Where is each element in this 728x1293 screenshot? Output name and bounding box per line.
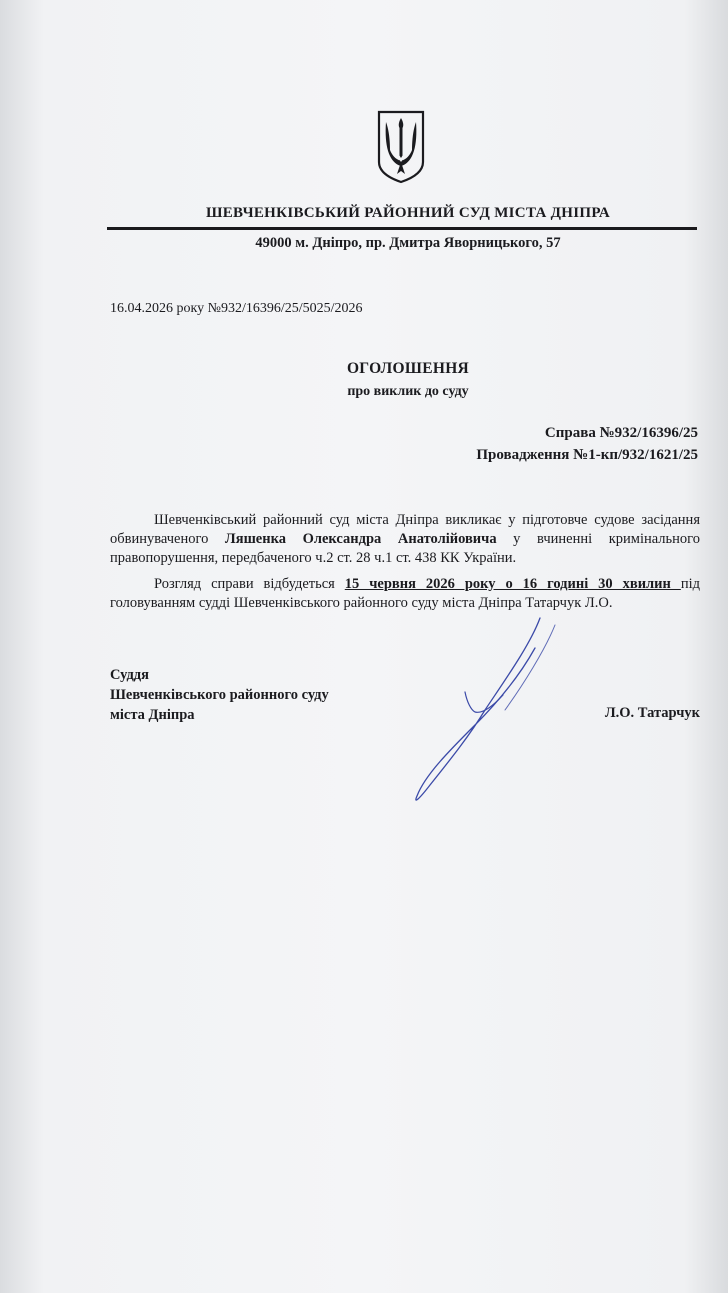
court-name: ШЕВЧЕНКІВСЬКИЙ РАЙОННИЙ СУД МІСТА ДНІПРА (205, 205, 611, 221)
hearing-text-end: під головуванням судді Шевченківського районного суду міста Дніпра Татарчук Л.О. (110, 576, 701, 611)
hearing-text-start: Розгляд справи відбудеться (154, 576, 345, 592)
header-divider (107, 227, 697, 230)
summons-text-end: у вчиненні кримінального правопорушення, передбаченого ч.2 ст. 28 ч.1 ст. 438 КК України. (110, 531, 700, 566)
judge-court: Шевченківського районного суду (110, 687, 329, 703)
judge-label: Суддя (110, 667, 149, 683)
proceeding-number: Провадження №1-кп/932/1621/25 (476, 447, 698, 463)
hearing-datetime: 15 червня 2026 року о 16 годині 30 хвилин (344, 576, 681, 592)
notice-subtitle: про виклик до суду (347, 384, 469, 399)
summons-text-start: Шевченківський районний суд міста Дніпра викликає у підготовче судове засідання обвинуваченого (110, 512, 700, 547)
trident-coat-of-arms-icon (377, 110, 425, 184)
handwritten-signature (405, 600, 565, 810)
judge-title-block (110, 665, 329, 725)
judge-city: міста Дніпра (110, 707, 195, 723)
accused-name: Ляшенка Олександра Анатолійовича (224, 531, 497, 547)
judge-name: Л.О. Татарчук (604, 705, 700, 721)
notice-title: ОГОЛОШЕННЯ (346, 360, 470, 377)
summons-paragraph (110, 511, 700, 568)
court-address: 49000 м. Дніпро, пр. Дмитра Яворницького, 57 (255, 235, 561, 251)
date-reference: 16.04.2026 року №932/16396/25/5025/2026 (110, 301, 363, 316)
case-number: Справа №932/16396/25 (544, 425, 698, 441)
